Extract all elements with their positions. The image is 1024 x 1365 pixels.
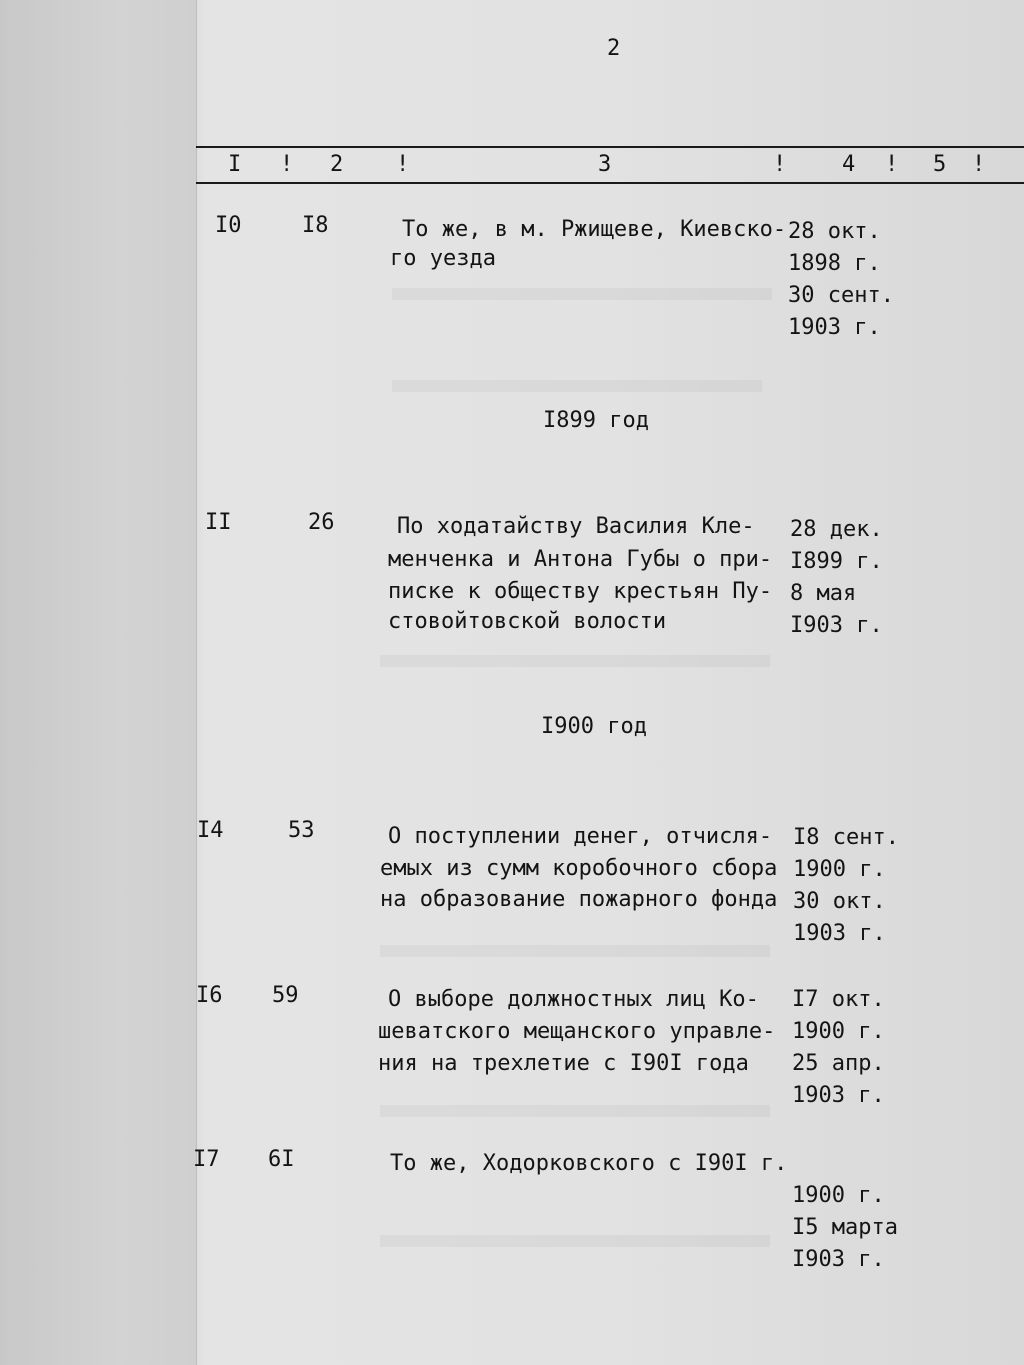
- case-title-line: писке к обществу крестьян Пу-: [388, 579, 773, 604]
- case-number: I6: [196, 983, 223, 1008]
- bleed-through: [380, 1235, 770, 1247]
- case-date: I903 г.: [792, 1247, 885, 1272]
- case-date: 8 мая: [790, 581, 857, 606]
- case-date: 1903 г.: [792, 1083, 885, 1108]
- bleed-through: [392, 288, 772, 300]
- inventory-number: I8: [302, 213, 329, 238]
- inventory-number: 6I: [268, 1147, 295, 1172]
- inventory-number: 59: [272, 983, 299, 1008]
- year-heading: I900 год: [541, 714, 647, 739]
- column-separator: !: [396, 152, 410, 177]
- case-title-line: По ходатайству Василия Кле-: [397, 514, 755, 539]
- case-date: 1898 г.: [788, 251, 881, 276]
- column-header-3: 3: [598, 152, 612, 177]
- bleed-through: [380, 945, 770, 957]
- bleed-through: [380, 1105, 770, 1117]
- case-title-line: шеватского мещанского управле-: [378, 1019, 776, 1044]
- column-header-4: 4: [842, 152, 856, 177]
- case-title-line: менченка и Антона Губы о при-: [388, 547, 773, 572]
- case-title-line: го уезда: [390, 246, 496, 271]
- underlying-page-edge: [0, 0, 197, 1365]
- case-date: I5 марта: [792, 1215, 898, 1240]
- inventory-number: 26: [308, 510, 335, 535]
- case-title-line: О поступлении денег, отчисля-: [388, 824, 773, 849]
- year-heading: I899 год: [543, 408, 649, 433]
- page-number: 2: [607, 36, 621, 61]
- bleed-through: [380, 655, 770, 667]
- column-separator: !: [773, 152, 787, 177]
- case-date: 28 дек.: [790, 517, 883, 542]
- column-header-5: 5: [933, 152, 947, 177]
- case-number: I0: [215, 213, 242, 238]
- case-title-line: О выборе должностных лиц Ко-: [388, 987, 759, 1012]
- column-header-1: I: [228, 152, 242, 177]
- column-separator: !: [885, 152, 899, 177]
- case-date: 1900 г.: [792, 1019, 885, 1044]
- header-rule-bottom: [196, 182, 1024, 184]
- inventory-number: 53: [288, 818, 315, 843]
- case-date: 1903 г.: [793, 921, 886, 946]
- case-date: 1903 г.: [788, 315, 881, 340]
- column-separator: !: [972, 152, 986, 177]
- case-date: 1900 г.: [792, 1183, 885, 1208]
- case-date: 30 окт.: [793, 889, 886, 914]
- case-number: I4: [197, 818, 224, 843]
- case-number: I7: [193, 1147, 220, 1172]
- case-title-line: на образование пожарного фонда: [380, 887, 778, 912]
- case-date: I899 г.: [790, 549, 883, 574]
- case-number: II: [205, 510, 232, 535]
- case-title-line: стовойтовской волости: [388, 609, 667, 634]
- column-header-2: 2: [330, 152, 344, 177]
- case-title-line: ния на трехлетие с I90I года: [378, 1051, 749, 1076]
- case-date: 25 апр.: [792, 1051, 885, 1076]
- case-date: 28 окт.: [788, 219, 881, 244]
- case-title-line: То же, Ходорковского с I90I г.: [390, 1151, 788, 1176]
- bleed-through: [392, 380, 762, 392]
- case-date: I903 г.: [790, 613, 883, 638]
- header-rule-top: [196, 146, 1024, 148]
- case-date: I8 сент.: [793, 825, 899, 850]
- case-date: 1900 г.: [793, 857, 886, 882]
- column-separator: !: [280, 152, 294, 177]
- case-date: 30 сент.: [788, 283, 894, 308]
- case-title-line: То же, в м. Ржищеве, Киевско-: [402, 217, 787, 242]
- case-date: I7 окт.: [792, 987, 885, 1012]
- case-title-line: емых из сумм коробочного сбора: [380, 856, 778, 881]
